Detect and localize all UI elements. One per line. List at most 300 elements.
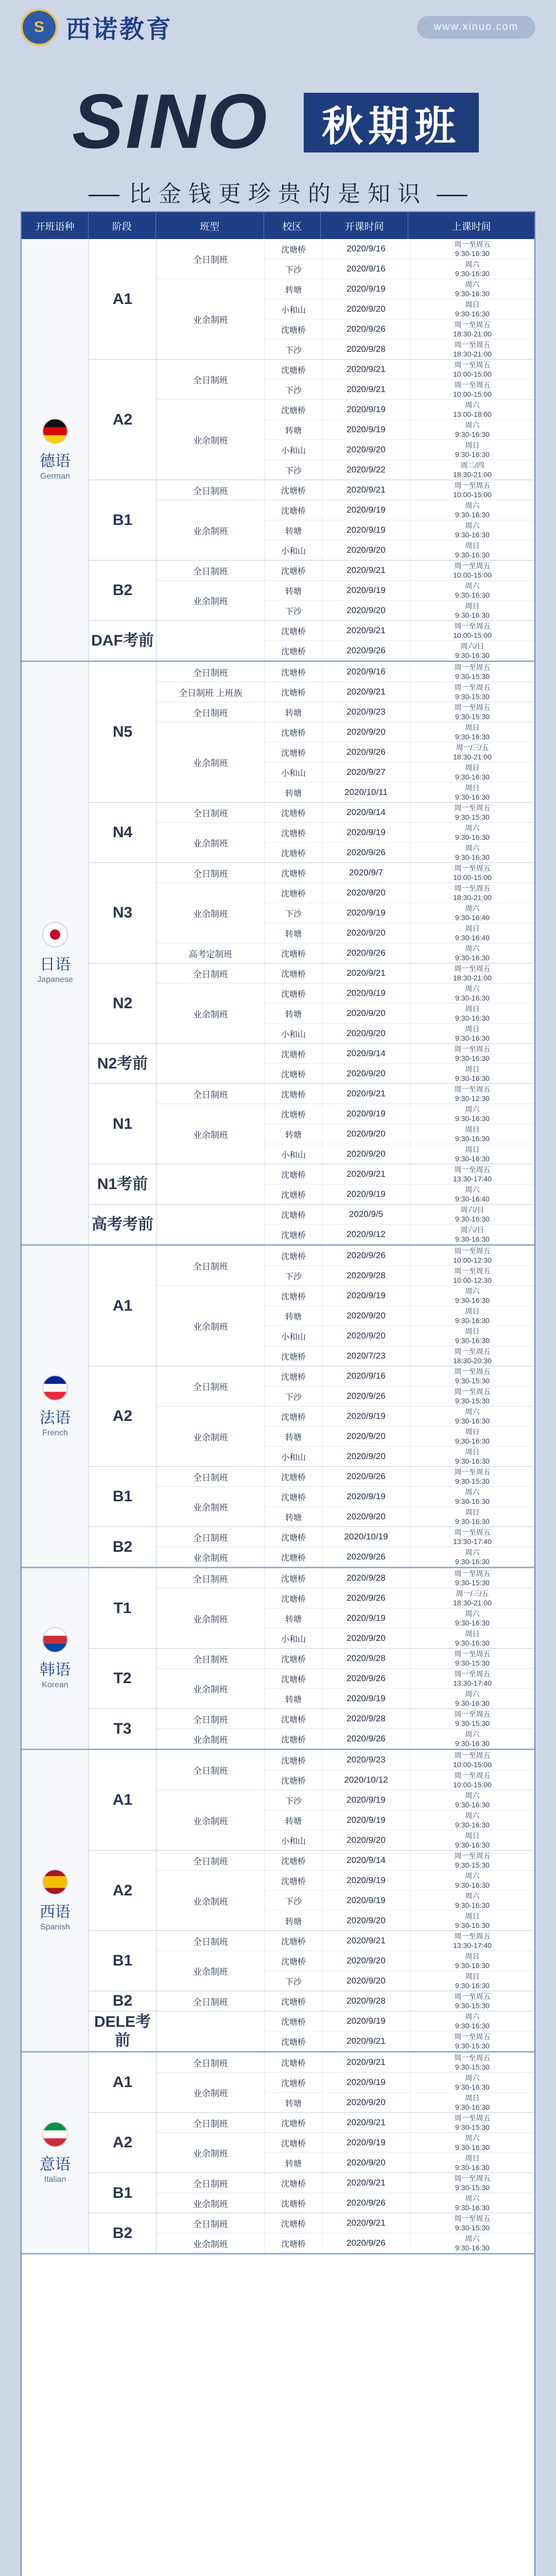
- campus-cell: 下沙: [265, 1266, 322, 1285]
- class-time-line: 9:30-16:30: [455, 853, 490, 861]
- table-row: [265, 1306, 534, 1326]
- class-time-cell: [410, 1931, 534, 1951]
- class-type: 全日制班: [157, 1709, 265, 1728]
- class-time-line: 9:30-16:30: [455, 1981, 490, 1990]
- campus-cell: 小和山: [265, 1024, 322, 1043]
- class-time-line: 周二/四: [460, 461, 484, 469]
- start-date-cell: 2020/9/21: [322, 621, 410, 640]
- start-date-cell: 2020/9/27: [322, 762, 410, 782]
- class-time-line: 9:30-15:30: [455, 1719, 490, 1727]
- flag-icon: [42, 922, 68, 947]
- language-block: [22, 2053, 534, 2255]
- class-type: 业余制班: [157, 1951, 265, 1991]
- header-language: 开班语种: [22, 212, 89, 239]
- class-time-cell: [410, 1427, 534, 1446]
- class-time-line: 9:30-12:30: [455, 1094, 490, 1103]
- table-header: [22, 212, 534, 239]
- class-time-line: 10:00-15:00: [453, 490, 492, 499]
- table-row: [265, 1790, 534, 1810]
- campus-cell: 沈塘桥: [265, 1286, 322, 1306]
- table-row: [265, 360, 534, 380]
- table-row: [265, 1084, 534, 1104]
- class-time-cell: [410, 1709, 534, 1728]
- class-type: 全日制班: [157, 2173, 265, 2193]
- flag-icon: [42, 1627, 68, 1653]
- class-time-line: 9:30-16:30: [455, 1074, 490, 1082]
- campus-cell: 转塘: [265, 1124, 322, 1144]
- class-time-cell: [410, 1164, 534, 1184]
- class-time-line: 周六: [465, 1730, 480, 1738]
- table-row: [265, 803, 534, 822]
- start-date-cell: 2020/9/19: [322, 420, 410, 439]
- level-label: T1: [89, 1568, 157, 1648]
- class-type: 全日制班: [157, 1991, 265, 2011]
- class-type: 业余制班: [157, 2133, 265, 2173]
- start-date-cell: 2020/9/19: [322, 1689, 410, 1708]
- table-row: [265, 500, 534, 520]
- campus-cell: 沈塘桥: [265, 1649, 322, 1668]
- class-type: 业余制班: [157, 1588, 265, 1648]
- class-time-cell: [410, 1810, 534, 1830]
- class-time-cell: [410, 1991, 534, 2011]
- table-row: [265, 621, 534, 641]
- class-type: 全日制班: [157, 863, 265, 883]
- class-time-line: 周一至周五: [454, 1992, 491, 2001]
- class-type-group: [157, 1205, 534, 1244]
- class-time-cell: [410, 1144, 534, 1164]
- class-time-line: 周一至周五: [454, 1851, 491, 1860]
- class-time-line: 周一至周五: [454, 1931, 491, 1940]
- level-label: A1: [89, 1750, 157, 1850]
- header-class-time: 上课时间: [451, 221, 491, 232]
- class-time-cell: [410, 1124, 534, 1144]
- start-date-cell: 2020/9/28: [322, 1991, 410, 2011]
- class-time-line: 周一/三/五: [456, 1589, 489, 1598]
- class-time-cell: [410, 1184, 534, 1204]
- campus-cell: 沈塘桥: [265, 1750, 322, 1770]
- class-time-line: 周日: [465, 763, 480, 772]
- level-label: N2考前: [89, 1044, 157, 1083]
- campus-cell: 沈塘桥: [265, 1164, 322, 1184]
- campus-cell: 转塘: [265, 279, 322, 299]
- class-type-group: [157, 943, 534, 963]
- class-type: 全日制班: [157, 1851, 265, 1870]
- class-time-line: 周日: [465, 1307, 480, 1315]
- start-date-cell: 2020/9/21: [322, 360, 410, 379]
- level-label: N1: [89, 1084, 157, 1164]
- start-date-cell: 2020/9/20: [322, 883, 410, 903]
- hero-slogan: 比金钱更珍贵的是知识: [0, 175, 556, 208]
- class-type: 业余制班: [157, 2233, 265, 2253]
- class-type: [157, 621, 265, 660]
- campus-cell: 沈塘桥: [265, 662, 322, 682]
- start-date-cell: 2020/9/19: [322, 520, 410, 540]
- level-block: [89, 2053, 534, 2113]
- start-date-cell: 2020/9/21: [322, 561, 410, 580]
- campus-cell: 沈塘桥: [265, 863, 322, 883]
- table-row: [265, 2031, 534, 2051]
- brand-name: 西诺教育: [66, 16, 173, 43]
- table-row: [265, 783, 534, 802]
- class-time-line: 周一至周五: [454, 1669, 491, 1678]
- class-time-line: 周一至周五: [454, 621, 491, 630]
- class-time-line: 周一至周五: [454, 1771, 491, 1780]
- class-time-line: 9:30-16:30: [455, 1316, 490, 1325]
- campus-cell: 下沙: [265, 1386, 322, 1406]
- class-time-line: 周六/日: [460, 1225, 484, 1234]
- campus-cell: 沈塘桥: [265, 883, 322, 903]
- class-time-cell: [410, 1669, 534, 1688]
- class-type: 业余制班: [157, 1790, 265, 1850]
- campus-cell: 沈塘桥: [265, 2233, 322, 2253]
- class-time-line: 周六: [465, 2012, 480, 2021]
- class-type: [157, 1044, 265, 1083]
- class-time-line: 10:00-15:00: [453, 571, 492, 579]
- language-name: 意语: [40, 2156, 71, 2173]
- class-time-cell: [410, 561, 534, 580]
- table-row: [265, 1024, 534, 1043]
- campus-cell: 沈塘桥: [265, 1205, 322, 1224]
- level-block: [89, 2113, 534, 2173]
- class-time-line: 9:30-16:30: [455, 1841, 490, 1849]
- table-row: [265, 903, 534, 923]
- start-date-cell: 2020/9/19: [322, 823, 410, 842]
- class-time-line: 周六: [465, 1548, 480, 1556]
- start-date-cell: 2020/9/20: [322, 540, 410, 560]
- table-row: [265, 279, 534, 299]
- level-label: N4: [89, 803, 157, 862]
- table-row: [265, 1770, 534, 1790]
- class-time-line: 9:30-16:40: [455, 1195, 490, 1203]
- level-label: B2: [89, 2213, 157, 2253]
- class-time-line: 周一至周五: [454, 1084, 491, 1093]
- campus-cell: 下沙: [265, 903, 322, 923]
- table-row: [265, 1891, 534, 1911]
- class-type-group: [157, 480, 534, 500]
- class-time-line: 周六: [465, 2234, 480, 2243]
- level-label: A2: [89, 1851, 157, 1930]
- level-block: [89, 360, 534, 480]
- start-date-cell: 2020/9/19: [322, 1184, 410, 1204]
- class-time-line: 周日: [465, 924, 480, 933]
- start-date-cell: 2020/9/20: [322, 299, 410, 319]
- class-time-line: 18:30-21:00: [453, 350, 492, 358]
- class-time-cell: [410, 520, 534, 540]
- class-time-cell: [410, 1527, 534, 1547]
- class-type: 业余制班: [157, 1104, 265, 1164]
- start-date-cell: 2020/10/12: [322, 1770, 410, 1790]
- start-date-cell: 2020/9/16: [322, 259, 410, 279]
- class-time-cell: [410, 1729, 534, 1749]
- class-time-line: 9:30-16:30: [455, 1296, 490, 1304]
- language-block: [22, 1750, 534, 2053]
- class-time-line: 9:30-16:30: [455, 1336, 490, 1345]
- class-time-line: 周六: [465, 581, 480, 590]
- class-time-line: 周六: [465, 1407, 480, 1416]
- start-date-cell: 2020/9/19: [322, 279, 410, 299]
- language-name: 法语: [40, 1409, 71, 1427]
- campus-cell: 沈塘桥: [265, 682, 322, 702]
- start-date-cell: 2020/9/21: [322, 480, 410, 500]
- start-date-cell: 2020/9/19: [322, 2133, 410, 2153]
- class-type-group: [157, 1084, 534, 1104]
- table-row: [265, 420, 534, 440]
- class-time-cell: [410, 2233, 534, 2253]
- level-block: [89, 1467, 534, 1527]
- class-time-line: 9:30-16:30: [455, 1901, 490, 1909]
- campus-cell: 沈塘桥: [265, 1729, 322, 1749]
- class-time-cell: [410, 2133, 534, 2153]
- table-row: [265, 2133, 534, 2153]
- level-block: [89, 1649, 534, 1709]
- class-time-cell: [410, 803, 534, 822]
- class-time-line: 9:30-15:30: [455, 2002, 490, 2010]
- class-time-line: 周六: [465, 2073, 480, 2082]
- start-date-cell: 2020/9/26: [322, 1467, 410, 1486]
- class-time-line: 10:00-12:30: [453, 1256, 492, 1264]
- start-date-cell: 2020/9/5: [322, 1205, 410, 1224]
- class-time-line: 周一至周五: [454, 2214, 491, 2223]
- class-type-group: [157, 2053, 534, 2073]
- class-type: 全日制班: [157, 1527, 265, 1547]
- top-bar: [0, 0, 556, 54]
- start-date-cell: 2020/9/28: [322, 1709, 410, 1728]
- start-date-cell: 2020/9/20: [322, 1427, 410, 1446]
- class-time-line: 9:30-16:30: [455, 1699, 490, 1707]
- class-time-line: 周六: [465, 420, 480, 429]
- class-time-line: 9:30-15:30: [455, 813, 490, 821]
- campus-cell: 转塘: [265, 1306, 322, 1326]
- table-row: [265, 762, 534, 783]
- table-row: [265, 943, 534, 963]
- table-row: [265, 2153, 534, 2173]
- level-block: [89, 621, 534, 660]
- table-row: [265, 520, 534, 540]
- class-time-line: 周日: [465, 1327, 480, 1335]
- level-block: [89, 1527, 534, 1567]
- table-row: [265, 1286, 534, 1306]
- class-time-cell: [410, 863, 534, 883]
- class-time-line: 9:30-15:30: [455, 692, 490, 701]
- table-row: [265, 1205, 534, 1225]
- table-row: [265, 1629, 534, 1648]
- start-date-cell: 2020/9/20: [322, 1064, 410, 1083]
- class-type-group: [157, 1487, 534, 1527]
- class-type: 业余制班: [157, 279, 265, 359]
- class-time-line: 周一至周五: [454, 2113, 491, 2122]
- class-type-group: [157, 2011, 534, 2051]
- class-time-cell: [410, 1266, 534, 1285]
- class-time-line: 10:00-15:00: [453, 1760, 492, 1769]
- table-row: [265, 923, 534, 943]
- class-time-line: 9:30-16:30: [455, 2103, 490, 2111]
- language-name: 韩语: [40, 1662, 71, 1679]
- class-type: 全日制班: [157, 561, 265, 580]
- campus-cell: 下沙: [265, 380, 322, 399]
- class-time-line: 周六/日: [460, 641, 484, 650]
- class-time-cell: [410, 1346, 534, 1366]
- language-english-name: Spanish: [40, 1923, 70, 1931]
- class-time-line: 周一至周五: [454, 663, 491, 671]
- campus-cell: 转塘: [265, 581, 322, 600]
- class-time-cell: [410, 2173, 534, 2193]
- class-time-line: 13:30-17:40: [453, 1537, 492, 1546]
- table-row: [265, 1164, 534, 1184]
- campus-cell: 沈塘桥: [265, 1104, 322, 1124]
- class-time-cell: [410, 420, 534, 439]
- class-type: 业余制班: [157, 984, 265, 1043]
- class-time-line: 周一至周五: [454, 2032, 491, 2041]
- level-block: [89, 1750, 534, 1851]
- campus-cell: 沈塘桥: [265, 2031, 322, 2051]
- language-name: 日语: [40, 956, 71, 973]
- class-time-line: 周一至周五: [454, 1266, 491, 1275]
- class-time-line: 周日: [465, 1911, 480, 1920]
- class-time-cell: [410, 1629, 534, 1648]
- class-time-line: 周一至周五: [454, 1165, 491, 1174]
- class-time-line: 10:00-15:00: [453, 631, 492, 639]
- start-date-cell: 2020/9/26: [322, 2233, 410, 2253]
- table-row: [265, 1144, 534, 1164]
- campus-cell: 小和山: [265, 540, 322, 560]
- start-date-cell: 2020/9/21: [322, 2113, 410, 2132]
- level-label: DELE考前: [89, 2011, 157, 2051]
- campus-cell: 沈塘桥: [265, 1871, 322, 1890]
- campus-cell: 小和山: [265, 1831, 322, 1850]
- campus-cell: 沈塘桥: [265, 1568, 322, 1588]
- table-row: [265, 1588, 534, 1608]
- class-type: 全日制班: [157, 1467, 265, 1486]
- class-type-group: [157, 722, 534, 802]
- level-label: A2: [89, 360, 157, 480]
- campus-cell: 转塘: [265, 1004, 322, 1023]
- level-label: B2: [89, 561, 157, 620]
- start-date-cell: 2020/9/7: [322, 863, 410, 883]
- class-time-cell: [410, 440, 534, 460]
- table-row: [265, 662, 534, 682]
- table-row: [265, 259, 534, 279]
- class-time-line: 18:30-21:00: [453, 974, 492, 982]
- table-row: [265, 299, 534, 319]
- start-date-cell: 2020/9/20: [322, 1124, 410, 1144]
- class-time-line: 9:30-16:30: [455, 310, 490, 318]
- table-row: [265, 1266, 534, 1285]
- campus-cell: 沈塘桥: [265, 621, 322, 640]
- class-time-line: 9:30-16:30: [455, 290, 490, 298]
- class-time-line: 9:30-16:30: [455, 531, 490, 539]
- class-time-line: 周六: [465, 843, 480, 852]
- class-time-line: 18:30-21:00: [453, 753, 492, 761]
- class-time-line: 周一至周五: [454, 1649, 491, 1658]
- table-row: [265, 440, 534, 460]
- class-time-line: 9:30-16:30: [455, 1054, 490, 1062]
- start-date-cell: 2020/10/11: [322, 783, 410, 802]
- class-time-cell: [410, 601, 534, 620]
- table-row: [265, 2113, 534, 2132]
- class-time-cell: [410, 984, 534, 1003]
- class-time-line: 9:30-16:30: [455, 511, 490, 519]
- class-time-cell: [410, 1084, 534, 1104]
- class-type-group: [157, 1044, 534, 1083]
- table-row: [265, 239, 534, 259]
- start-date-cell: 2020/9/19: [322, 1487, 410, 1506]
- class-type-group: [157, 823, 534, 862]
- class-time-line: 9:30-16:30: [455, 733, 490, 741]
- class-time-cell: [410, 319, 534, 339]
- language-cell: [22, 239, 89, 660]
- class-time-line: 周一至周五: [454, 1467, 491, 1476]
- table-row: [265, 1406, 534, 1427]
- table-row: [265, 1447, 534, 1466]
- campus-cell: 沈塘桥: [265, 943, 322, 963]
- class-type-group: [157, 360, 534, 400]
- start-date-cell: 2020/9/16: [322, 1366, 410, 1386]
- level-label: A2: [89, 2113, 157, 2173]
- class-time-line: 周一至周五: [454, 1751, 491, 1759]
- class-time-line: 周日: [465, 300, 480, 309]
- start-date-cell: 2020/9/26: [322, 943, 410, 963]
- level-label: T2: [89, 1649, 157, 1708]
- language-cell: [22, 1750, 89, 2051]
- class-time-line: 9:30-15:30: [455, 1579, 490, 1587]
- campus-cell: 沈塘桥: [265, 1184, 322, 1204]
- class-time-line: 18:30-20:30: [453, 1357, 492, 1365]
- campus-cell: 转塘: [265, 2093, 322, 2112]
- start-date-cell: 2020/9/21: [322, 2031, 410, 2051]
- class-time-line: 9:30-16:30: [455, 249, 490, 258]
- campus-cell: 沈塘桥: [265, 1851, 322, 1870]
- class-time-cell: [410, 400, 534, 419]
- campus-cell: 沈塘桥: [265, 2073, 322, 2092]
- start-date-cell: 2020/9/20: [322, 2153, 410, 2173]
- class-time-cell: [410, 1487, 534, 1506]
- campus-cell: 小和山: [265, 1144, 322, 1164]
- level-block: [89, 1164, 534, 1205]
- campus-cell: 转塘: [265, 2153, 322, 2173]
- start-date-cell: 2020/9/16: [322, 662, 410, 682]
- start-date-cell: 2020/9/26: [322, 1386, 410, 1406]
- class-time-line: 周一/三/五: [456, 743, 489, 752]
- class-type-group: [157, 500, 534, 560]
- class-time-line: 周一至周五: [454, 683, 491, 691]
- level-label: 高考考前: [89, 1205, 157, 1244]
- start-date-cell: 2020/9/20: [322, 1831, 410, 1850]
- campus-cell: 沈塘桥: [265, 823, 322, 842]
- level-label: T3: [89, 1709, 157, 1749]
- campus-cell: 转塘: [265, 1427, 322, 1446]
- class-time-line: 周日: [465, 1004, 480, 1013]
- class-time-line: 周六: [465, 280, 480, 289]
- class-time-line: 9:30-16:30: [455, 450, 490, 459]
- language-english-name: Japanese: [37, 975, 73, 984]
- table-row: [265, 1831, 534, 1850]
- start-date-cell: 2020/9/20: [322, 1951, 410, 1971]
- class-type: [157, 1164, 265, 1204]
- language-english-name: German: [40, 472, 70, 481]
- website-pill[interactable]: www.xinuo.com: [417, 16, 535, 39]
- table-row: [265, 1689, 534, 1708]
- class-time-line: 9:30-16:30: [455, 2143, 490, 2151]
- campus-cell: 沈塘桥: [265, 1346, 322, 1366]
- class-time-line: 9:30-16:30: [455, 833, 490, 841]
- start-date-cell: 2020/9/19: [322, 1608, 410, 1628]
- class-time-line: 9:30-15:30: [455, 1861, 490, 1869]
- class-time-line: 18:30-21:00: [453, 1599, 492, 1607]
- class-time-cell: [410, 722, 534, 742]
- level-label: B1: [89, 1931, 157, 1991]
- class-type-group: [157, 1286, 534, 1366]
- table-row: [265, 1871, 534, 1891]
